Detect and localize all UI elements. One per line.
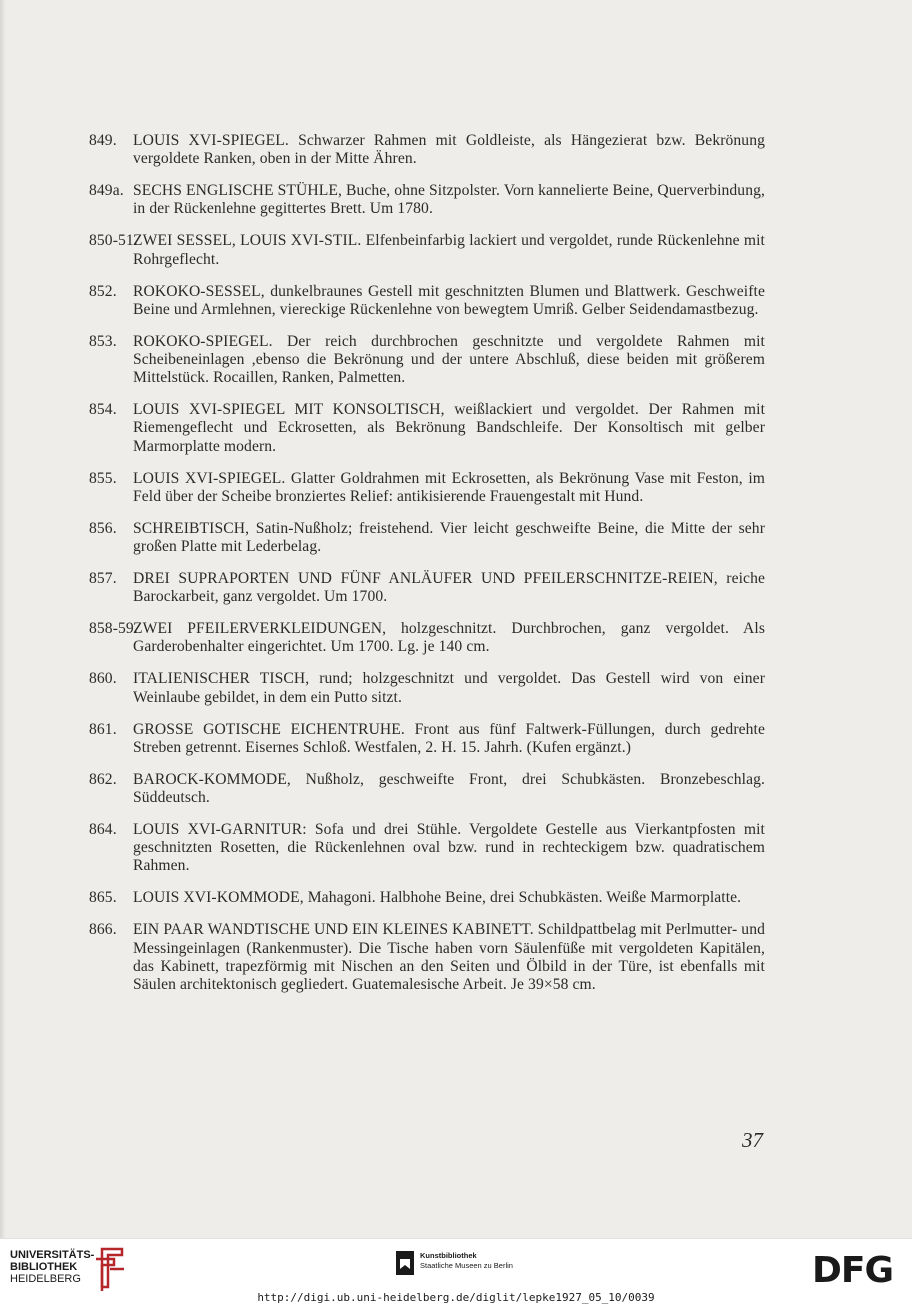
entry-text: BAROCK-KOMMODE, Nußholz, geschweifte Front, drei Schubkästen. Bronzebeschlag. Süddeutsch. [133,770,765,807]
catalog-entry [89,232,765,268]
entry-number: 850-51. [89,232,138,250]
entry-text: SCHREIBTISCH, Satin-Nußholz; freistehend. Vier leicht geschweifte Beine, die Mitte der sehr großen Platte mit Lederbelag. [133,519,765,556]
catalog-entry [89,283,765,319]
entry-number: 857. [89,570,117,588]
entry-number: 856. [89,519,117,537]
catalog-entry [89,570,765,606]
entry-text: LOUIS XVI-KOMMODE, Mahagoni. Halbhohe Beine, drei Schubkästen. Weiße Marmorplatte. [133,889,742,907]
footer-bar [0,1238,912,1305]
entry-text: ROKOKO-SESSEL, dunkelbraunes Gestell mit geschnitzten Blumen und Blattwerk. Geschweifte Beine und Armlehnen, viereckige Rückenlehne von bewegtem Umriß. Gelber Seidendamastbezug. [133,282,765,318]
catalog-entry [89,470,765,506]
catalog-entry [89,401,765,456]
catalog-entry [89,182,765,218]
entry-text: ROKOKO-SPIEGEL. Der reich durchbrochen geschnitzte und vergoldete Rahmen mit Scheibeneinlagen ,ebenso die Bekrönung und der untere Abschluß, diese beiden mit größerem Mittelstück. Rocaillen, Ranken, Palmetten. [133,332,765,387]
entry-text: LOUIS XVI-SPIEGEL. Glatter Goldrahmen mit Eckrosetten, als Bekrönung Vase mit Feston, im Feld über der Scheibe bronziertes Relief: antikisierende Frauengestalt mit Hund. [133,469,765,505]
entry-number: 858-59. [89,620,138,638]
catalog-entry [89,821,765,876]
ub-logo-line: HEIDELBERG [10,1273,81,1285]
catalog-entries [89,132,765,1008]
entry-number: 865. [89,889,117,907]
entry-text: ITALIENISCHER TISCH, rund; holzgeschnitzt und vergoldet. Das Gestell wird von einer Weinlaube gebildet, in dem ein Putto sitzt. [133,670,765,706]
dfg-logo[interactable]: DFG [812,1250,894,1291]
entry-text: ZWEI PFEILERVERKLEIDUNGEN, holzgeschnitzt. Durchbrochen, ganz vergoldet. Als Garderobenhalter eingerichtet. Um 1700. Lg. je 140 cm. [133,620,765,656]
catalog-entry [89,620,765,656]
kb-name: Kunstbibliothek [420,1251,477,1260]
entry-number: 866. [89,921,117,939]
catalog-entry [89,771,765,807]
entry-number: 861. [89,720,117,738]
entry-number: 855. [89,469,117,487]
entry-text: LOUIS XVI-SPIEGEL. Schwarzer Rahmen mit Goldleiste, als Hängezierat bzw. Bekrönung vergoldete Ranken, oben in der Mitte Ähren. [133,132,765,168]
entry-number: 860. [89,670,117,688]
catalog-entry [89,889,765,907]
kb-subtitle: Staatliche Museen zu Berlin [420,1261,513,1270]
entry-number: 864. [89,821,117,839]
ub-logo-line: BIBLIOTHEK [10,1261,78,1273]
entry-number: 849a. [89,182,124,200]
entry-number: 849. [89,132,117,149]
catalog-entry [89,721,765,757]
catalog-entry [89,132,765,168]
catalog-entry [89,520,765,556]
catalog-entry [89,921,765,994]
entry-text: LOUIS XVI-SPIEGEL MIT KONSOLTISCH, weißlackiert und vergoldet. Der Rahmen mit Riemengeflecht und Eckrosetten, als Bekrönung Bandschleife. Der Konsoltisch mit gelber Marmorplatte modern. [133,401,765,455]
kunstbibliothek-emblem-icon [396,1251,414,1275]
entry-number: 854. [89,401,117,419]
entry-text: DREI SUPRAPORTEN UND FÜNF ANLÄUFER UND PFEILERSCHNITZE-REIEN, reiche Barockarbeit, ganz vergoldet. Um 1700. [133,570,765,606]
entry-text: GROSSE GOTISCHE EICHENTRUHE. Front aus fünf Faltwerk-Füllungen, durch gedrehte Streben getrennt. Eisernes Schloß. Westfalen, 2. H. 15. Jahrh. (Kufen ergänzt.) [133,720,765,756]
ub-emblem-icon [92,1247,126,1291]
entry-number: 853. [89,332,117,350]
permalink-url[interactable]: http://digi.ub.uni-heidelberg.de/diglit/lepke1927_05_10/0039 [257,1291,655,1304]
kunstbibliothek-logo[interactable] [396,1251,513,1275]
entry-number: 862. [89,770,117,788]
page-number: 37 [742,1128,763,1152]
ub-logo-line: UNIVERSITÄTS- [10,1249,95,1261]
kunstbibliothek-text [420,1251,513,1271]
catalog-entry [89,670,765,706]
page-edge-shadow [0,0,6,1238]
entry-text: ZWEI SESSEL, LOUIS XVI-STIL. Elfenbeinfarbig lackiert und vergoldet, runde Rückenlehne mit Rohrgeflecht. [133,232,765,268]
entry-text: EIN PAAR WANDTISCHE UND EIN KLEINES KABINETT. Schildpattbelag mit Perlmutter- und Messingeinlagen (Rankenmuster). Die Tische haben vorn Säulenfüße mit vergoldeten Kapitälen, das Kabinett, trapezförmig mit Nischen an den Seiten und Ölbild in der Türe, ist ebenfalls mit Säulen architektonisch gegliedert. Guatemalesische Arbeit. Je 39×58 cm. [133,921,765,994]
entry-number: 852. [89,282,117,300]
university-library-logo[interactable] [10,1249,94,1285]
entry-text: SECHS ENGLISCHE STÜHLE, Buche, ohne Sitzpolster. Vorn kannelierte Beine, Querverbindung, in der Rückenlehne gegittertes Brett. Um 1780. [133,182,765,218]
catalog-entry [89,333,765,388]
entry-text: LOUIS XVI-GARNITUR: Sofa und drei Stühle. Vergoldete Gestelle aus Vierkantpfosten mit geschnitzten Rosetten, die Rückenlehnen oval bzw. rund in rechteckigem bzw. quadratischem Rahmen. [133,821,765,875]
